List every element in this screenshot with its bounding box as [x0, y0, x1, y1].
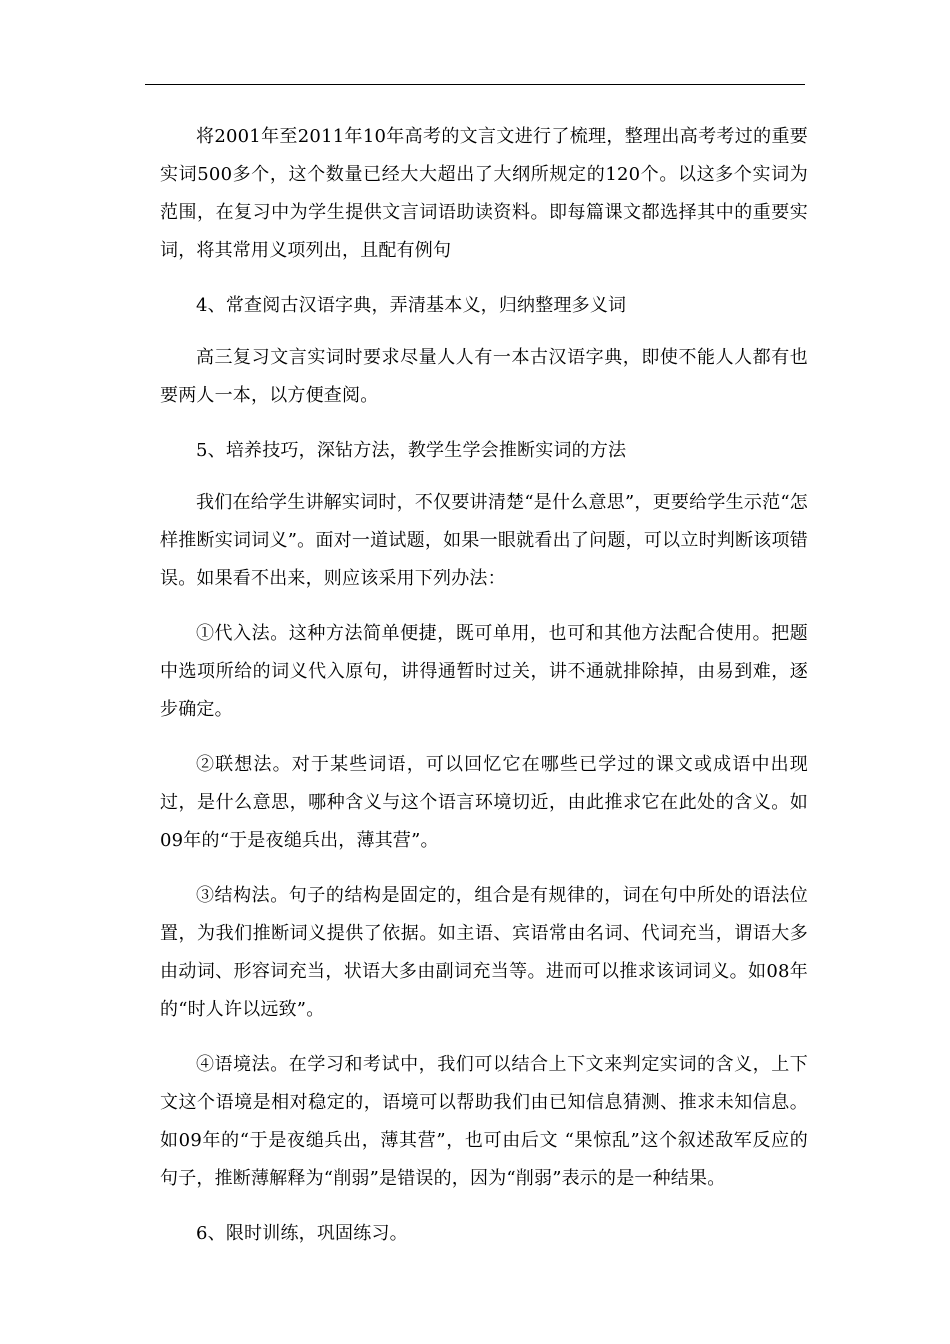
section-heading-5: 5、培养技巧，深钻方法，教学生学会推断实词的方法: [196, 440, 627, 461]
intro-paragraph: 将2001年至2011年10年高考的文言文进行了梳理，整理出高考考过的重要实词500多个，这个数量已经大大超出了大纲所规定的120个。以这多个实词为范围，在复习中为学生提供文言词语助读资料。即每篇课文都选择其中的重要实词，将其常用义项列出，且配有例句: [160, 126, 808, 261]
method-substitution: ①代入法。这种方法简单便捷，既可单用，也可和其他方法配合使用。把题中选项所给的词义代入原句，讲得通暂时过关，讲不通就排除掉，由易到难，逐步确定。: [160, 623, 808, 720]
method-association: ②联想法。对于某些词语，可以回忆它在哪些已学过的课文或成语中出现过，是什么意思，哪种含义与这个语言环境切近，由此推求它在此处的含义。如09年的“于是夜缒兵出，薄其营”。: [160, 754, 808, 851]
section-heading-6: 6、限时训练，巩固练习。: [196, 1223, 408, 1244]
document-body: [160, 118, 808, 1267]
inference-paragraph: 我们在给学生讲解实词时，不仅要讲清楚“是什么意思”，更要给学生示范“怎样推断实词词义”。面对一道试题，如果一眼就看出了问题，可以立时判断该项错误。如果看不出来，则应该采用下列办法：: [160, 492, 808, 589]
dictionary-paragraph: 高三复习文言实词时要求尽量人人有一本古汉语字典，即使不能人人都有也要两人一本，以方便查阅。: [160, 347, 808, 406]
method-context: ④语境法。在学习和考试中，我们可以结合上下文来判定实词的含义，上下文这个语境是相对稳定的，语境可以帮助我们由已知信息猜测、推求未知信息。如09年的“于是夜缒兵出，薄其营”，也可由后文 “果惊乱”这个叙述敌军反应的句子，推断薄解释为“削弱”是错误的，因为“削弱”表示的是一种结果。: [160, 1054, 808, 1189]
section-heading-4: 4、常查阅古汉语字典，弄清基本义，归纳整理多义词: [196, 295, 627, 316]
header-rule: [145, 84, 805, 85]
method-structure: ③结构法。句子的结构是固定的，组合是有规律的，词在句中所处的语法位置，为我们推断词义提供了依据。如主语、宾语常由名词、代词充当，谓语大多由动词、形容词充当，状语大多由副词充当等。进而可以推求该词词义。如08年的“时人许以远致”。: [160, 885, 808, 1020]
